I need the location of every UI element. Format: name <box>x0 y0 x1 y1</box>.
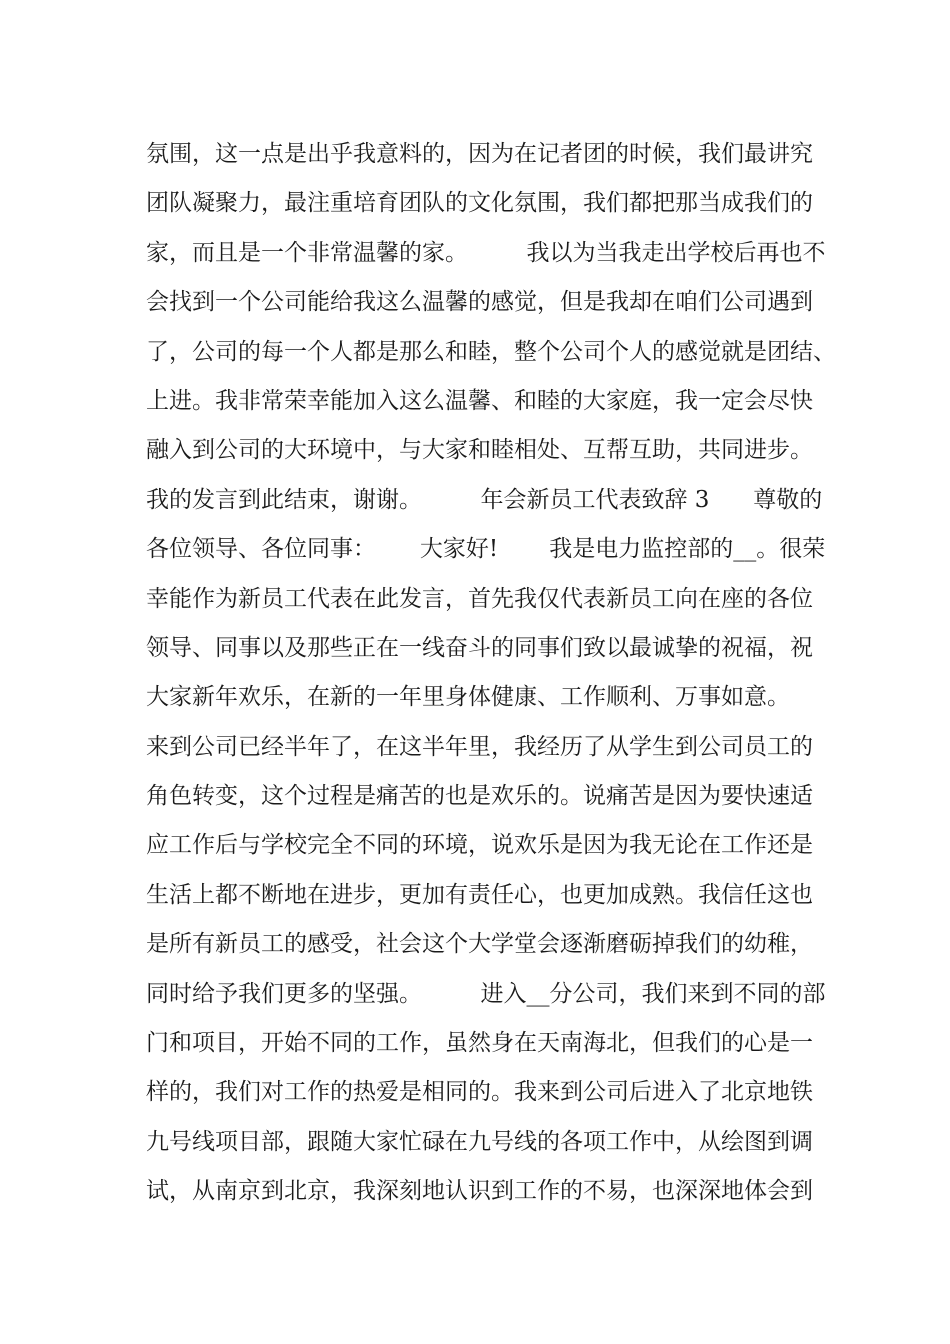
text-line: 门和项目，开始不同的工作，虽然身在天南海北，但我们的心是一 <box>146 1030 813 1057</box>
text-line: 是所有新员工的感受，社会这个大学堂会逐渐磨砺掉我们的幼稚， <box>146 931 813 958</box>
text-line: 样的，我们对工作的热爱是相同的。我来到公司后进入了北京地铁 <box>146 1079 813 1106</box>
text-line: 应工作后与学校完全不同的环境，说欢乐是因为我无论在工作还是 <box>146 832 813 859</box>
text-line: 融入到公司的大环境中，与大家和睦相处、互帮互助，共同进步。 <box>146 437 813 464</box>
text-line: 家，而且是一个非常温馨的家。 我以为当我走出学校后再也不 <box>146 239 826 266</box>
text-line: 九号线项目部，跟随大家忙碌在九号线的各项工作中，从绘图到调 <box>146 1128 813 1155</box>
text-line: 领导、同事以及那些正在一线奋斗的同事们致以最诚挚的祝福，祝 <box>146 634 813 661</box>
text-line: 我的发言到此结束，谢谢。 年会新员工代表致辞 3 尊敬的 <box>146 486 823 513</box>
text-line: 会找到一个公司能给我这么温馨的感觉，但是我却在咱们公司遇到 <box>146 289 813 316</box>
text-line: 上进。我非常荣幸能加入这么温馨、和睦的大家庭，我一定会尽快 <box>146 387 813 414</box>
text-line: 各位领导、各位同事： 大家好! 我是电力监控部的__。很荣 <box>146 536 826 563</box>
text-line: 了，公司的每一个人都是那么和睦，整个公司个人的感觉就是团结、 <box>146 338 836 365</box>
text-line: 角色转变，这个过程是痛苦的也是欢乐的。说痛苦是因为要快速适 <box>146 783 813 810</box>
text-line: 同时给予我们更多的坚强。 进入__分公司，我们来到不同的部 <box>146 980 826 1007</box>
body-text <box>146 130 836 1217</box>
text-line: 氛围，这一点是出乎我意料的，因为在记者团的时候，我们最讲究 <box>146 141 813 167</box>
text-line: 试，从南京到北京，我深刻地认识到工作的不易，也深深地体会到 <box>146 1178 813 1205</box>
text-line: 大家新年欢乐，在新的一年里身体健康、工作顺利、万事如意。 <box>146 684 790 711</box>
text-line: 团队凝聚力，最注重培育团队的文化氛围，我们都把那当成我们的 <box>146 190 813 217</box>
text-line: 生活上都不断地在进步，更加有责任心，也更加成熟。我信任这也 <box>146 881 813 908</box>
text-line: 幸能作为新员工代表在此发言，首先我仅代表新员工向在座的各位 <box>146 585 813 612</box>
text-line: 来到公司已经半年了，在这半年里，我经历了从学生到公司员工的 <box>146 733 813 760</box>
